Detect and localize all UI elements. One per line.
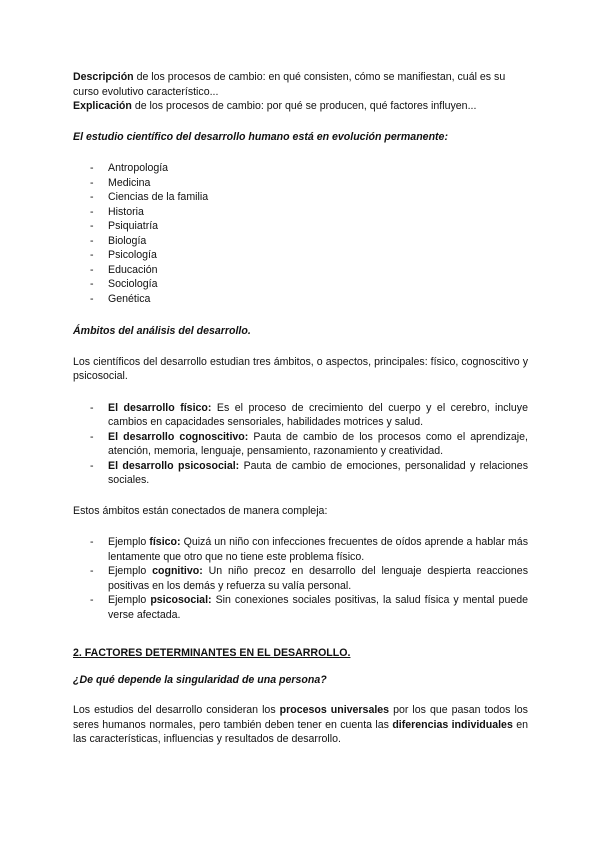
list-item: - Psicología: [90, 249, 157, 261]
examples-list: [73, 535, 528, 622]
explanation-text: de los procesos de cambio: por qué se producen, qué factores influyen...: [131, 100, 477, 112]
list-item: - Educación: [90, 263, 158, 276]
description-paragraph: [73, 70, 528, 99]
list-item: - Antropología: [90, 162, 169, 174]
singularity-question: ¿De qué depende la singularidad de una persona?: [73, 673, 327, 686]
list-item: - Historia: [90, 205, 144, 218]
list-item: - Psiquiatría: [90, 220, 159, 232]
explanation-term: Explicación: [73, 100, 132, 112]
ambitos-intro: Los científicos del desarrollo estudian tres ámbitos, o aspectos, principales: físico, cognoscitivo y psicosocial.: [73, 355, 528, 382]
list-item: - Ejemplo cognitivo: Un niño precoz en desarrollo del lenguaje despierta reacciones positivas en los demás y refuerza su valía personal.: [90, 565, 529, 592]
ambitos-heading: Ámbitos del análisis del desarrollo.: [73, 325, 251, 337]
disciplines-list: [73, 161, 528, 306]
list-item: - Biología: [90, 234, 147, 247]
list-item: - El desarrollo cognoscitivo: Pauta de cambio de los procesos como el aprendizaje, atención, memoria, lenguaje, pensamiento, razonamiento y creatividad.: [90, 430, 528, 457]
study-heading: El estudio científico del desarrollo humano está en evolución permanente:: [73, 130, 448, 143]
section-title: 2. FACTORES DETERMINANTES EN EL DESARROLLO.: [73, 647, 351, 659]
factores-paragraph: Los estudios del desarrollo consideran los procesos universales por los que pasan todos los seres humanos normales, pero también deben tener en cuenta las diferencias individuales en las características, influencias y resultados de desarrollo.: [73, 704, 528, 745]
ambitos-list: [73, 401, 528, 488]
list-item: - Sociología: [90, 278, 158, 290]
description-text: de los procesos de cambio: en qué consisten, cómo se manifiestan, cuál es su curso evolutivo característico...: [73, 71, 506, 98]
list-item: - El desarrollo psicosocial: Pauta de cambio de emociones, personalidad y relaciones sociales.: [90, 459, 528, 486]
list-item: - Ejemplo físico: Quizá un niño con infecciones frecuentes de oídos aprende a hablar más lentamente que otro que no tiene este problema físico.: [90, 536, 528, 563]
list-item: - Ejemplo psicosocial: Sin conexiones sociales positivas, la salud física y mental puede verse afectada.: [90, 594, 529, 621]
list-item: - Ciencias de la familia: [90, 191, 209, 203]
description-term: Descripción: [73, 71, 134, 83]
list-item: - Genética: [90, 292, 151, 305]
list-item: - El desarrollo físico: Es el proceso de crecimiento del cuerpo y el cerebro, incluye cambios en capacidades sensoriales, habilidades motrices y salud.: [90, 401, 528, 428]
conexiones-intro: Estos ámbitos están conectados de manera compleja:: [73, 504, 328, 517]
explanation-paragraph: [73, 99, 528, 114]
list-item: - Medicina: [90, 176, 151, 189]
document-page: [73, 70, 528, 747]
